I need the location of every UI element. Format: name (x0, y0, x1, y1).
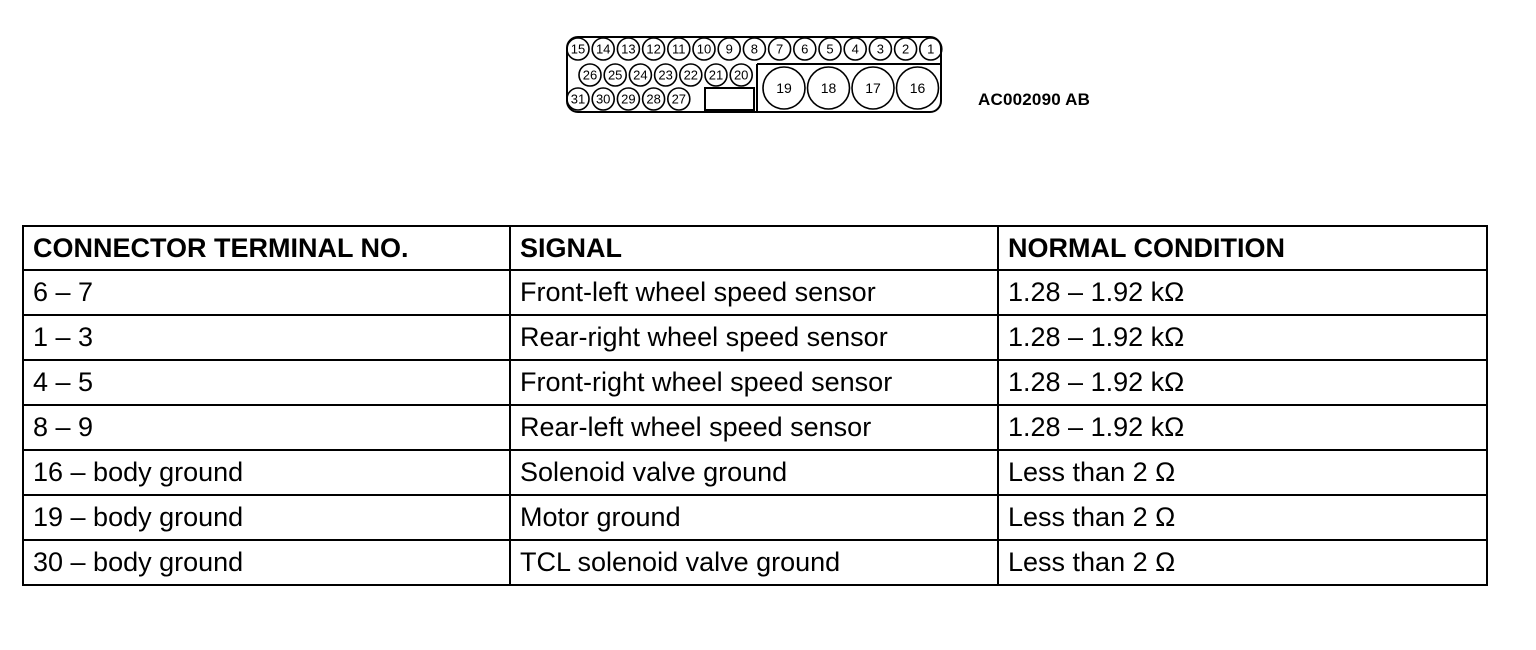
pin-number: 23 (658, 67, 673, 83)
pin-number: 24 (633, 67, 648, 83)
pin-number: 9 (725, 41, 733, 57)
table-header-row (23, 226, 1487, 270)
pin-number: 4 (851, 41, 859, 57)
pin-number: 14 (595, 41, 611, 57)
cell-condition: 1.28 – 1.92 kΩ (998, 270, 1487, 315)
cell-condition: Less than 2 Ω (998, 540, 1487, 585)
cell-signal: Motor ground (510, 495, 998, 540)
cell-condition: Less than 2 Ω (998, 495, 1487, 540)
cell-condition: 1.28 – 1.92 kΩ (998, 405, 1487, 450)
cell-terminal: 1 – 3 (23, 315, 510, 360)
cell-terminal: 6 – 7 (23, 270, 510, 315)
pin-number: 31 (570, 91, 586, 107)
figure-id: AC002090 AB (978, 90, 1091, 109)
pin-number: 29 (621, 91, 636, 107)
table-row (23, 270, 1487, 315)
table-row (23, 405, 1487, 450)
cell-signal: Front-right wheel speed sensor (510, 360, 998, 405)
pin-number: 17 (865, 80, 881, 97)
table-row (23, 315, 1487, 360)
pin-number: 1 (927, 41, 935, 57)
cell-condition: Less than 2 Ω (998, 450, 1487, 495)
cell-terminal: 19 – body ground (23, 495, 510, 540)
pin-number: 11 (672, 41, 686, 57)
pin-number: 8 (750, 41, 759, 57)
cell-signal: Front-left wheel speed sensor (510, 270, 998, 315)
pin-number: 2 (901, 41, 910, 57)
pin-number: 18 (820, 80, 837, 97)
pin-number: 26 (582, 67, 598, 83)
header-signal: SIGNAL (510, 226, 998, 270)
pin-number: 13 (621, 41, 636, 57)
pin-number: 20 (733, 67, 749, 83)
pin-number: 10 (696, 41, 712, 57)
table-row (23, 450, 1487, 495)
table-row (23, 360, 1487, 405)
cell-terminal: 16 – body ground (23, 450, 510, 495)
table-row (23, 495, 1487, 540)
pin-number: 6 (801, 41, 809, 57)
pin-number: 12 (646, 41, 661, 57)
cell-signal: Rear-right wheel speed sensor (510, 315, 998, 360)
pin-number: 15 (570, 41, 586, 57)
header-normal-condition: NORMAL CONDITION (998, 226, 1487, 270)
pin-number: 16 (909, 80, 926, 97)
pin-number: 27 (671, 91, 687, 107)
pin-number: 7 (775, 41, 784, 57)
cell-terminal: 4 – 5 (23, 360, 510, 405)
connector-diagram (0, 0, 1536, 140)
pin-number: 25 (607, 67, 623, 83)
connector-spec-table (22, 225, 1488, 586)
pin-number: 22 (683, 67, 699, 83)
pin-number: 19 (776, 80, 792, 97)
cell-condition: 1.28 – 1.92 kΩ (998, 360, 1487, 405)
cell-terminal: 8 – 9 (23, 405, 510, 450)
table-row (23, 540, 1487, 585)
pin-number: 3 (876, 41, 885, 57)
pin-number: 28 (646, 91, 661, 107)
pin-number: 30 (595, 91, 611, 107)
header-terminal: CONNECTOR TERMINAL NO. (23, 226, 510, 270)
cell-signal: TCL solenoid valve ground (510, 540, 998, 585)
cell-condition: 1.28 – 1.92 kΩ (998, 315, 1487, 360)
connector-key-slot (705, 88, 754, 110)
cell-signal: Solenoid valve ground (510, 450, 998, 495)
cell-terminal: 30 – body ground (23, 540, 510, 585)
cell-signal: Rear-left wheel speed sensor (510, 405, 998, 450)
pin-number: 21 (708, 67, 724, 83)
pin-number: 5 (826, 41, 834, 57)
